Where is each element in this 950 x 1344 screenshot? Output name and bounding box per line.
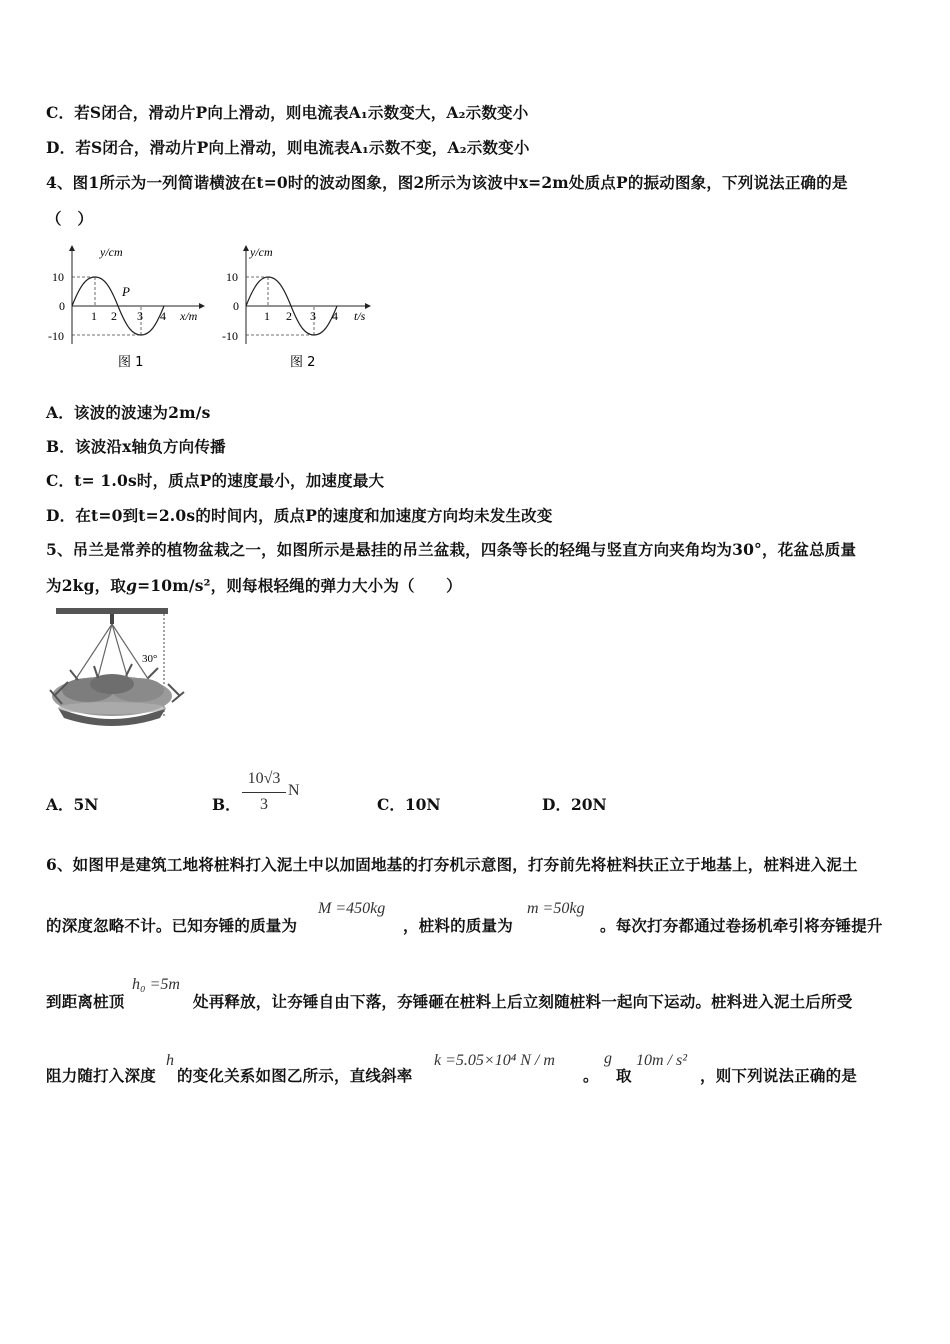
q5-option-b-fraction: 10√3 3 N	[240, 770, 310, 820]
fig2-xtick-3: 3	[310, 309, 316, 323]
q6-math-m: m =50kg	[527, 900, 585, 917]
q5-stem-line1: 5、吊兰是常养的植物盆栽之一，如图所示是悬挂的吊兰盆栽，四条等长的轻绳与竖直方向夹角均为30°，花盆总质量	[46, 540, 857, 559]
fig2-xtick-4: 4	[332, 309, 338, 323]
q6-line3-b: 处再释放，让夯锤自由下落，夯锤砸在桩料上后立刻随桩料一起向下运动。桩料进入泥土后所受	[193, 992, 853, 1011]
q6-math-M: M =450kg	[318, 900, 386, 917]
q6-line1: 6、如图甲是建筑工地将桩料打入泥土中以加固地基的打夯机示意图，打夯前先将桩料扶正立于地基上，桩料进入泥土	[46, 855, 858, 874]
q6-line4-b: 的变化关系如图乙所示，直线斜率	[177, 1066, 413, 1085]
fig2-xlabel: t/s	[354, 309, 366, 323]
q5-stem-line2: 为2kg，取g=10m/s²，则每根轻绳的弹力大小为（ ）	[46, 576, 462, 595]
fig1-xlabel: x/m	[180, 309, 198, 323]
fig1-ytick-0: 0	[59, 299, 65, 313]
q4-option-b: B．该波沿x轴负方向传播	[46, 437, 226, 456]
fig1-caption: 图 1	[118, 355, 144, 370]
hanging-plant-figure	[48, 604, 188, 732]
q6-line2-c: 。每次打夯都通过卷扬机牵引将夯锤提升	[600, 916, 883, 935]
q6-math-k: k =5.05×10⁴ N / m	[434, 1052, 555, 1069]
q6-line4-a: 阻力随打入深度	[46, 1066, 156, 1085]
q4-figure-1	[44, 240, 214, 375]
q4-stem-line1: 4、图1所示为一列简谐横波在t=0时的波动图象，图2所示为该波中x=2m处质点P的振动图象，下列说法正确的是	[46, 173, 848, 192]
ceiling-bar	[56, 608, 168, 614]
fig1-point-p: P	[122, 284, 130, 299]
q5-option-d: D．20N	[542, 795, 607, 814]
q6-line4-e: ，则下列说法正确的是	[700, 1066, 858, 1085]
fig1-ytick-10: 10	[52, 270, 64, 284]
q5-option-b: B．	[212, 795, 241, 814]
fig2-caption: 图 2	[290, 355, 316, 370]
q4-option-d: D．在t=0到t=2.0s的时间内，质点P的速度和加速度方向均未发生改变	[46, 506, 553, 525]
q6-math-h0: h₀ =5m	[132, 976, 180, 993]
fig1-xtick-2: 2	[111, 309, 117, 323]
q3-option-d: D．若S闭合，滑动片P向上滑动，则电流表A₁示数不变，A₂示数变小	[46, 138, 530, 157]
fig2-ytick-0: 0	[233, 299, 239, 313]
q6-line2-a: 的深度忽略不计。已知夯锤的质量为	[46, 916, 298, 935]
fig1-xtick-4: 4	[160, 309, 166, 323]
q4-stem-line2: （ ）	[46, 209, 94, 228]
q6-math-g-value: 10m / s²	[636, 1052, 688, 1069]
q5-option-c: C．10N	[377, 795, 441, 814]
fig1-xtick-3: 3	[137, 309, 143, 323]
q4-option-a: A．该波的波速为2m/s	[46, 403, 211, 422]
q5-option-a: A．5N	[46, 795, 99, 814]
fig2-ytick-neg10: -10	[222, 329, 238, 343]
q6-math-h: h	[166, 1052, 174, 1069]
angle-label: 30°	[142, 653, 158, 665]
q6-line4-c: 。	[583, 1066, 599, 1085]
fig1-ylabel: y/cm	[100, 245, 123, 259]
fig2-ytick-10: 10	[226, 270, 238, 284]
fig1-xtick-1: 1	[91, 309, 97, 323]
fig1-ytick-neg10: -10	[48, 329, 64, 343]
fig2-ylabel: y/cm	[250, 245, 273, 259]
q6-math-g: g	[604, 1050, 612, 1067]
q6-line4-d: 取	[616, 1066, 632, 1085]
q4-option-c: C．t= 1.0s时，质点P的速度最小，加速度最大	[46, 471, 385, 490]
q4-figure-2	[220, 240, 380, 375]
fig2-xtick-2: 2	[286, 309, 292, 323]
fig2-xtick-1: 1	[264, 309, 270, 323]
q6-line3-a: 到距离桩顶	[46, 992, 125, 1011]
q6-line2-b: ，桩料的质量为	[403, 916, 513, 935]
q3-option-c: C．若S闭合，滑动片P向上滑动，则电流表A₁示数变大，A₂示数变小	[46, 103, 529, 122]
